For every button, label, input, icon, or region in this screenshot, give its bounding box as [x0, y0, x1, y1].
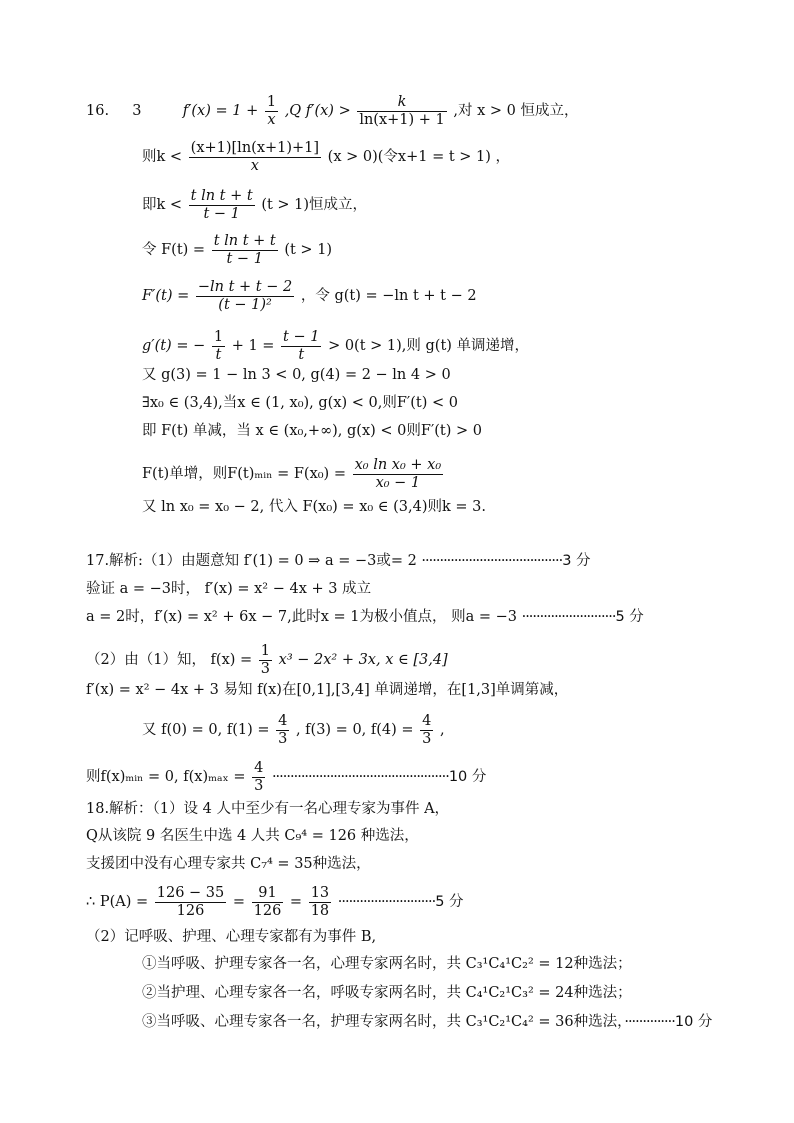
- q17-line-1: 17.解析:（1）由题意知 f′(1) = 0 ⇒ a = −3或= 2 ·······································3 分: [86, 553, 591, 569]
- q18-case-1: ①当呼吸、护理专家各一名，心理专家两名时，共 C₃¹C₄¹C₂² = 12种选法；: [142, 956, 632, 972]
- q16-line-6: g′(t) = − $\frac{1}{t}$ + 1 = $\frac{t - 1}{t}$ > 0(t > 1),则 g(t) 单调递增，: [142, 329, 530, 363]
- fraction: $\frac{1}{t}$: [213, 329, 224, 363]
- fraction: $\frac{4}{3}$: [422, 713, 432, 747]
- fraction: $\frac{\text{t ln t + t}}{t - 1}$: [190, 188, 253, 222]
- q18-line-5: （2）记呼吸、护理、心理专家都有为事件 B,: [86, 929, 377, 945]
- fraction: $\frac{t - 1}{t}$: [283, 329, 320, 363]
- q16-line-7: 又 g(3) = 1 − ln 3 < 0, g(4) = 2 − ln 4 > 0: [142, 367, 451, 383]
- fraction: $\frac{\text{t ln t + t}}{t - 1}$: [213, 233, 276, 267]
- fraction: $\frac{(x+1)[\ln(x+1)+1]}{x}$: [190, 140, 320, 174]
- q16-line-4: 令 F(t) = $\frac{\text{t ln t + t}}{t - 1}$ (t > 1): [142, 233, 333, 267]
- fraction: $\frac{1}{3}$: [260, 643, 271, 677]
- score: 5 分: [435, 894, 464, 911]
- q17-line-3: a = 2时，f′(x) = x² + 6x − 7,此时x = 1为极小值点， 则a = −3 ··························5 分: [86, 609, 644, 625]
- q18-line-1: 18.解析：（1）设 4 人中至少有一名心理专家为事件 A，: [86, 801, 450, 817]
- q16-label: 16.: [86, 103, 110, 120]
- q18-line-4: ∴ P(A) = $\frac{126 - 35}{126}$ = $\frac{91}{126}$ = $\frac{13}{18}$ ···························5 分: [86, 885, 464, 919]
- score: 10 分: [448, 769, 487, 786]
- q16-line-2: 则k < $\frac{(x+1)[\ln(x+1)+1]}{x}$ (x > 0)(令x+1 = t > 1) ，: [142, 140, 511, 174]
- q16-line-10: F(t)单增，则F(t)ₘᵢₙ = F(x₀) = $\frac{\text{x₀ ln x₀ + x₀}}{\text{x₀ − 1}}$: [142, 457, 442, 491]
- q16-line-1: 16. 3 f′(x) = 1 + $\frac{1}{x}$ ,Q f′(x) > $\frac{k}{\ln(x+1) + 1}$ ,对 x > 0 恒成立，: [86, 94, 579, 128]
- q18-line-3: 支援团中没有心理专家共 C₇⁴ = 35种选法，: [86, 856, 371, 872]
- fraction: $\frac{91}{126}$: [253, 885, 282, 919]
- q17-line-5: f′(x) = x² − 4x + 3 易知 f(x)在[0,1],[3,4] 单调递增，在[1,3]单调第减，: [86, 682, 569, 698]
- q17-line-2: 验证 a = −3时， f′(x) = x² − 4x + 3 成立: [86, 581, 372, 597]
- q18-case-3: ③当呼吸、心理专家各一名，护理专家两名时，共 C₃¹C₂¹C₄² = 36种选法，··············10 分: [142, 1014, 713, 1030]
- q17-line-4: （2）由（1）知， f(x) = $\frac{1}{3}$ x³ − 2x² + 3x, x ∈ [3,4]: [86, 643, 448, 677]
- fraction: $\frac{13}{18}$: [310, 885, 330, 919]
- q16-line-5: F′(t) = $\frac{\text{−ln t + t − 2}}{\text{(t − 1)²}}$ ，令 g(t) = −ln t + t − 2: [142, 279, 477, 313]
- score: 10 分: [674, 1014, 713, 1030]
- q16-line-9: 即 F(t) 单减，当 x ∈ (x₀,+∞), g(x) < 0则F′(t) > 0: [142, 423, 482, 439]
- fraction: $\frac{4}{3}$: [254, 760, 264, 794]
- q17-line-6: 又 f(0) = 0, f(1) = $\frac{4}{3}$ , f(3) = 0, f(4) = $\frac{4}{3}$ ,: [142, 713, 445, 747]
- fraction: $\frac{k}{\ln(x+1) + 1}$: [359, 94, 445, 128]
- q18-case-2: ②当护理、心理专家各一名，呼吸专家两名时，共 C₄¹C₂¹C₃² = 24种选法；: [142, 985, 632, 1001]
- fraction: $\frac{1}{x}$: [266, 94, 277, 128]
- q18-line-2: Q从该院 9 名医生中选 4 人共 C₉⁴ = 126 种选法，: [86, 828, 419, 844]
- score: 3 分: [562, 553, 591, 569]
- fraction: $\frac{\text{−ln t + t − 2}}{\text{(t − 1)²}}$: [197, 279, 293, 313]
- fraction: $\frac{126 - 35}{126}$: [156, 885, 225, 919]
- score: 5 分: [615, 609, 644, 625]
- q16-line-11: 又 ln x₀ = x₀ − 2, 代入 F(x₀) = x₀ ∈ (3,4)则k = 3.: [142, 499, 486, 515]
- q16-answer: 3: [132, 103, 142, 120]
- fraction: $\frac{4}{3}$: [278, 713, 288, 747]
- q17-line-7: 则f(x)ₘᵢₙ = 0, f(x)ₘₐₓ = $\frac{4}{3}$ ·················································10 分: [86, 760, 487, 794]
- q16-line-8: ∃x₀ ∈ (3,4),当x ∈ (1, x₀), g(x) < 0,则F′(t) < 0: [142, 395, 458, 411]
- q16-line-3: 即k < $\frac{\text{t ln t + t}}{t - 1}$ (t > 1)恒成立，: [142, 188, 368, 222]
- fraction: $\frac{\text{x₀ ln x₀ + x₀}}{\text{x₀ − 1}}$: [354, 457, 442, 491]
